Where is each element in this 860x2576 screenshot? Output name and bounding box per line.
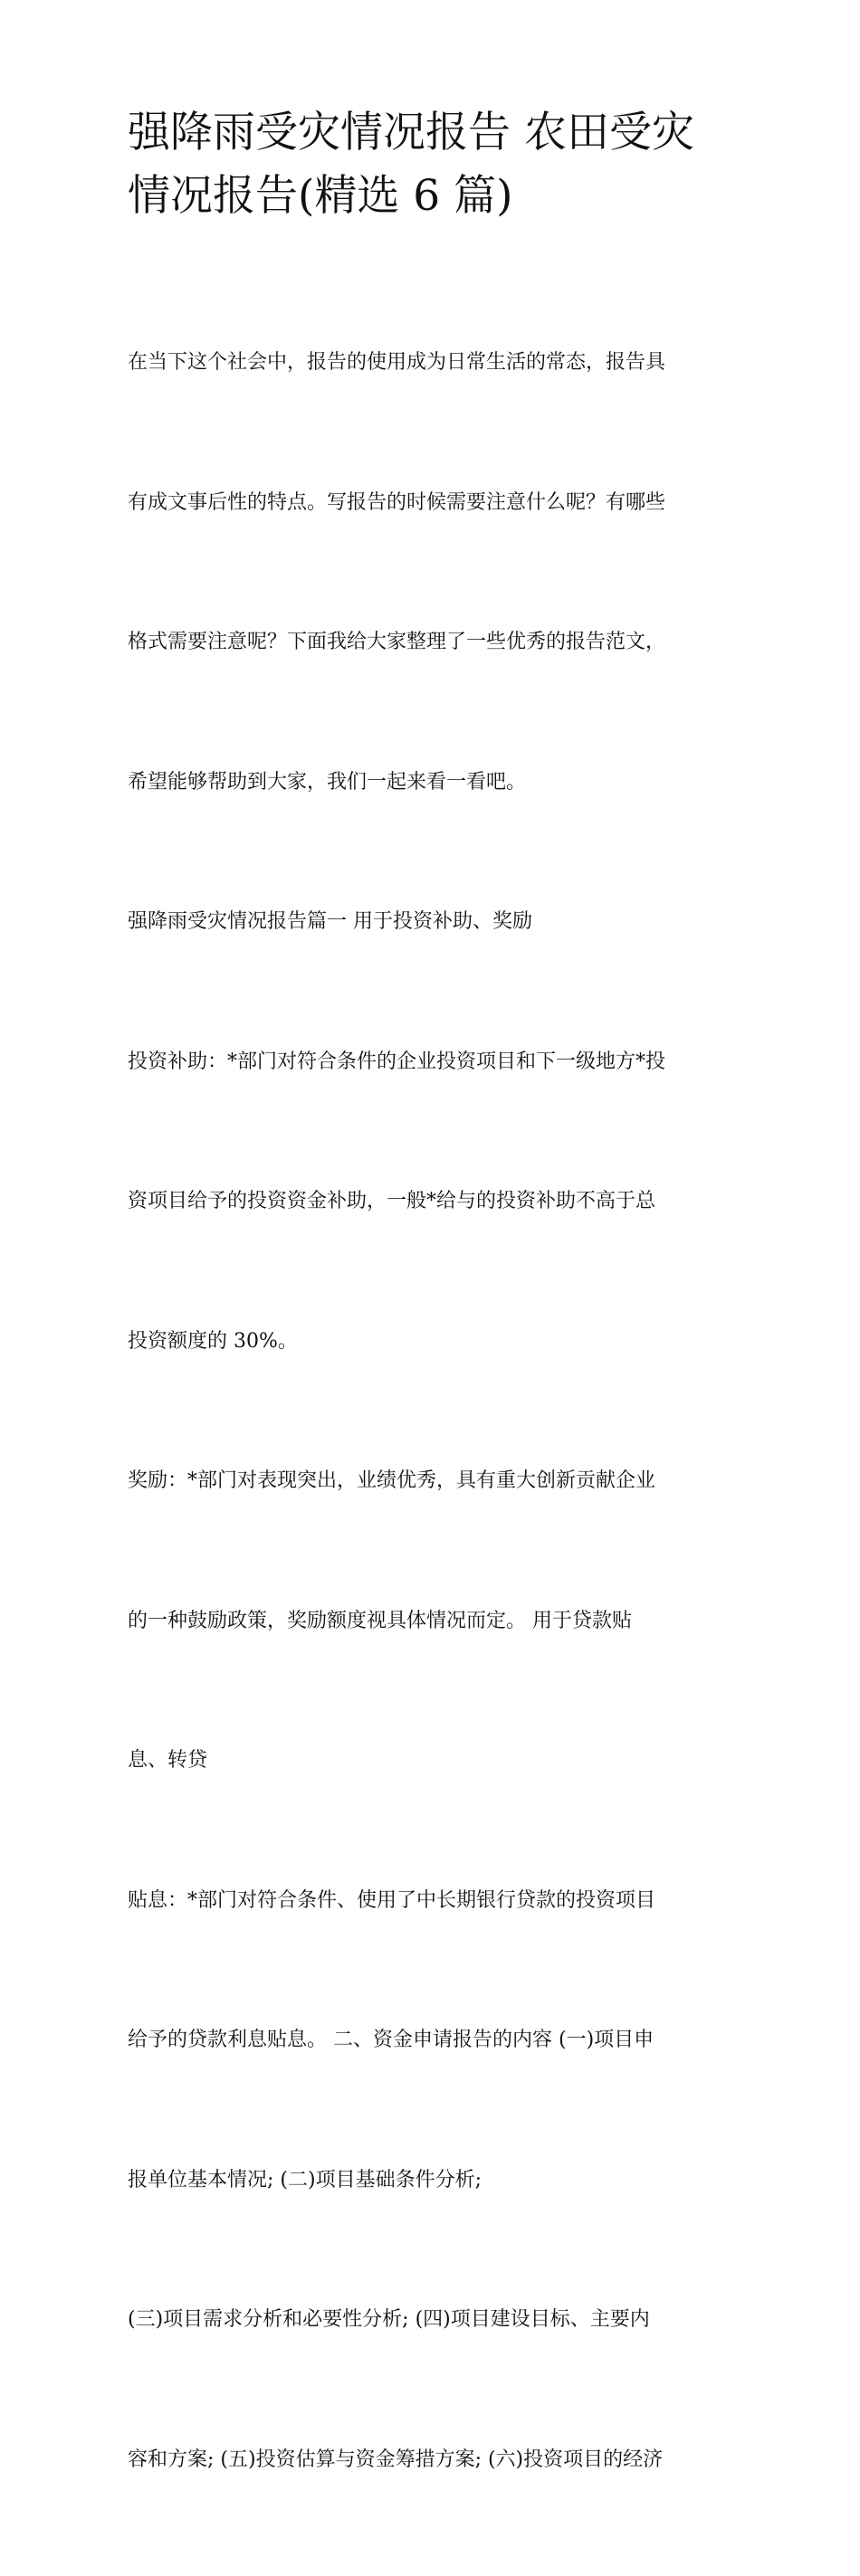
title-line-2: 情况报告(精选 6 篇) <box>128 171 513 221</box>
title-line-1: 强降雨受灾情况报告 农田受灾 <box>128 108 694 157</box>
body-line: 奖励：*部门对表现突出，业绩优秀，具有重大创新贡献企业 <box>128 1469 656 1492</box>
body-line: 希望能够帮助到大家，我们一起来看一看吧。 <box>128 770 527 794</box>
body-line: 的一种鼓励政策，奖励额度视具体情况而定。 用于贷款贴 <box>128 1609 632 1632</box>
body-line: 格式需要注意呢？下面我给大家整理了一些优秀的报告范文， <box>128 631 666 653</box>
document-title <box>128 101 743 228</box>
body-line: 息、转贷 <box>128 1749 208 1772</box>
body-line: 给予的贷款利息贴息。 二、资金申请报告的内容 (一)项目申 <box>128 2029 655 2051</box>
body-line: 容和方案; (五)投资估算与资金筹措方案; (六)投资项目的经济 <box>128 2448 664 2471</box>
body-line: 报单位基本情况; (二)项目基础条件分析; <box>128 2168 482 2191</box>
body-line: 在当下这个社会中，报告的使用成为日常生活的常态，报告具 <box>128 351 666 374</box>
body-line: 资项目给予的投资资金补助，一般*给与的投资补助不高于总 <box>128 1190 656 1212</box>
body-line: (三)项目需求分析和必要性分析; (四)项目建设目标、主要内 <box>128 2308 650 2331</box>
document-body <box>128 246 743 2576</box>
section-heading: 强降雨受灾情况报告篇一 用于投资补助、奖励 <box>128 910 532 933</box>
body-line: 有成文事后性的特点。写报告的时候需要注意什么呢？有哪些 <box>128 490 666 514</box>
body-line: 投资补助：*部门对符合条件的企业投资项目和下一级地方*投 <box>128 1050 666 1073</box>
document-page <box>128 101 743 2576</box>
body-line: 投资额度的 30%。 <box>128 1329 298 1353</box>
body-line: 贴息：*部门对符合条件、使用了中长期银行贷款的投资项目 <box>128 1888 656 1912</box>
